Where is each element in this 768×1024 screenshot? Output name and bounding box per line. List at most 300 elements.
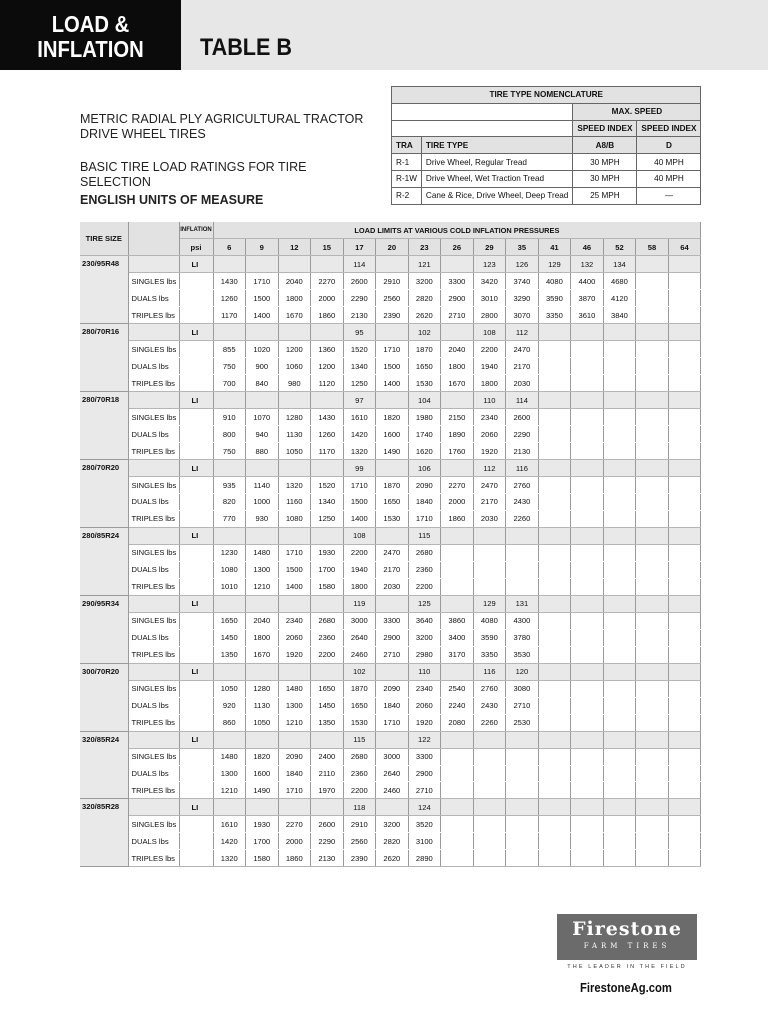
- load-cell: [603, 629, 636, 646]
- load-cell: [538, 443, 571, 460]
- header-title-line2: INFLATION: [37, 36, 144, 62]
- load-index-cell: [213, 527, 246, 544]
- load-cell: 3200: [408, 629, 441, 646]
- load-cell: 1610: [343, 409, 376, 426]
- load-cell: [538, 646, 571, 663]
- load-index-cell: [571, 392, 604, 409]
- table-row-li: [80, 799, 701, 816]
- load-cell: [668, 697, 701, 714]
- row-label: SINGLES lbs: [128, 816, 179, 833]
- load-cell: 2390: [376, 307, 409, 324]
- load-cell: [636, 375, 669, 392]
- load-index-cell: 118: [343, 799, 376, 816]
- load-cell: 1340: [311, 494, 344, 511]
- load-cell: [636, 510, 669, 527]
- load-cell: [571, 680, 604, 697]
- load-cell: 1870: [408, 341, 441, 358]
- load-index-cell: [376, 799, 409, 816]
- load-index-cell: [636, 799, 669, 816]
- load-index-cell: [246, 731, 279, 748]
- load-cell: 3780: [506, 629, 539, 646]
- load-cell: 1130: [246, 697, 279, 714]
- load-cell: [668, 477, 701, 494]
- load-index-cell: [246, 392, 279, 409]
- load-cell: 2820: [408, 290, 441, 307]
- load-cell: 1890: [441, 426, 474, 443]
- load-cell: [636, 578, 669, 595]
- row-label: DUALS lbs: [128, 629, 179, 646]
- load-cell: [603, 697, 636, 714]
- website-link[interactable]: FirestoneAg.com: [580, 981, 672, 995]
- load-cell: [506, 578, 539, 595]
- load-cell: [571, 612, 604, 629]
- load-cell: 1800: [473, 375, 506, 392]
- load-cell: 1860: [311, 307, 344, 324]
- table-row: [80, 443, 701, 460]
- load-index-cell: [376, 392, 409, 409]
- load-cell: 2200: [343, 544, 376, 561]
- pressure-header: 26: [441, 239, 474, 256]
- load-cell: [603, 748, 636, 765]
- load-index-cell: [278, 799, 311, 816]
- load-cell: 860: [213, 714, 246, 731]
- table-row: [80, 290, 701, 307]
- load-cell: 2890: [408, 850, 441, 867]
- load-cell: 1400: [278, 578, 311, 595]
- load-cell: 750: [213, 443, 246, 460]
- load-cell: 3590: [538, 290, 571, 307]
- load-cell: [668, 341, 701, 358]
- load-cell: 2170: [506, 358, 539, 375]
- load-cell: 770: [213, 510, 246, 527]
- load-cell: 1580: [246, 850, 279, 867]
- load-index-cell: [668, 256, 701, 273]
- load-index-cell: [246, 460, 279, 477]
- li-label: LI: [179, 256, 213, 273]
- load-index-cell: 99: [343, 460, 376, 477]
- inflation-blank: [179, 850, 213, 867]
- inflation-blank: [179, 409, 213, 426]
- table-row: [80, 680, 701, 697]
- load-cell: 1840: [408, 494, 441, 511]
- load-cell: [603, 544, 636, 561]
- load-cell: [636, 443, 669, 460]
- pressure-header: 20: [376, 239, 409, 256]
- load-cell: 2170: [473, 494, 506, 511]
- load-cell: 1760: [441, 443, 474, 460]
- row-label: DUALS lbs: [128, 358, 179, 375]
- load-cell: 900: [246, 358, 279, 375]
- table-row: [80, 816, 701, 833]
- load-cell: 2200: [343, 782, 376, 799]
- load-cell: [571, 850, 604, 867]
- load-cell: [473, 561, 506, 578]
- load-cell: 1530: [408, 375, 441, 392]
- load-index-cell: [213, 731, 246, 748]
- intro-line2: BASIC TIRE LOAD RATINGS FOR TIRE SELECTION: [80, 160, 307, 189]
- inflation-blank: [179, 375, 213, 392]
- load-index-cell: [311, 324, 344, 341]
- load-cell: 2200: [473, 341, 506, 358]
- load-index-cell: 114: [343, 256, 376, 273]
- load-cell: 1710: [343, 477, 376, 494]
- load-cell: 3070: [506, 307, 539, 324]
- load-index-cell: [278, 256, 311, 273]
- load-cell: [538, 612, 571, 629]
- load-cell: 1250: [343, 375, 376, 392]
- load-index-cell: 122: [408, 731, 441, 748]
- load-cell: 2470: [506, 341, 539, 358]
- load-index-cell: 132: [571, 256, 604, 273]
- tra-header: TRA: [392, 137, 422, 154]
- load-cell: [668, 358, 701, 375]
- load-cell: [603, 816, 636, 833]
- load-index-cell: [668, 527, 701, 544]
- load-cell: 1120: [311, 375, 344, 392]
- inflation-blank: [179, 561, 213, 578]
- load-cell: 3840: [603, 307, 636, 324]
- load-index-cell: [636, 595, 669, 612]
- load-cell: 700: [213, 375, 246, 392]
- inflation-blank: [179, 341, 213, 358]
- load-index-cell: [441, 663, 474, 680]
- load-cell: 1400: [376, 375, 409, 392]
- load-cell: 1350: [311, 714, 344, 731]
- tire-type: Drive Wheel, Wet Traction Tread: [421, 170, 572, 187]
- load-index-cell: [668, 731, 701, 748]
- load-cell: 2710: [441, 307, 474, 324]
- load-cell: 1210: [278, 714, 311, 731]
- load-cell: 2980: [408, 646, 441, 663]
- load-cell: [603, 646, 636, 663]
- load-cell: 2640: [376, 765, 409, 782]
- load-cell: [571, 561, 604, 578]
- load-cell: 1360: [311, 341, 344, 358]
- load-cell: 3000: [343, 612, 376, 629]
- load-cell: 2620: [408, 307, 441, 324]
- load-cell: 3400: [441, 629, 474, 646]
- load-cell: [636, 341, 669, 358]
- load-index-cell: [506, 799, 539, 816]
- load-index-cell: [311, 799, 344, 816]
- nomenclature-table: [391, 86, 701, 205]
- pressure-header: 12: [278, 239, 311, 256]
- load-cell: [668, 375, 701, 392]
- load-cell: 4300: [506, 612, 539, 629]
- table-row-li: [80, 256, 701, 273]
- table-row: [80, 510, 701, 527]
- load-cell: [441, 833, 474, 850]
- load-cell: [603, 833, 636, 850]
- li-label: LI: [179, 663, 213, 680]
- load-index-cell: [441, 460, 474, 477]
- pressure-header: 46: [571, 239, 604, 256]
- load-cell: 2910: [376, 273, 409, 290]
- speed-a8b: 30 MPH: [573, 154, 637, 171]
- inflation-blank: [179, 833, 213, 850]
- load-cell: 3740: [506, 273, 539, 290]
- load-cell: 1600: [246, 765, 279, 782]
- table-row-li: [80, 324, 701, 341]
- load-index-cell: [441, 731, 474, 748]
- load-index-cell: [311, 460, 344, 477]
- load-cell: [571, 765, 604, 782]
- load-index-cell: [311, 527, 344, 544]
- speed-a8b: 30 MPH: [573, 170, 637, 187]
- li-label: LI: [179, 527, 213, 544]
- load-cell: 1620: [408, 443, 441, 460]
- load-cell: 1050: [278, 443, 311, 460]
- load-cell: 2530: [506, 714, 539, 731]
- load-cell: 2600: [311, 816, 344, 833]
- load-cell: [636, 273, 669, 290]
- load-cell: 2760: [473, 680, 506, 697]
- load-index-cell: [311, 663, 344, 680]
- load-index-cell: [246, 256, 279, 273]
- load-cell: [668, 765, 701, 782]
- load-index-cell: [603, 527, 636, 544]
- load-cell: 2000: [278, 833, 311, 850]
- load-cell: 3300: [408, 748, 441, 765]
- load-table: [80, 222, 701, 867]
- load-index-cell: [636, 663, 669, 680]
- logo-name: Firestone: [572, 918, 682, 940]
- logo-tagline: THE LEADER IN THE FIELD: [567, 964, 687, 970]
- load-cell: 4080: [473, 612, 506, 629]
- load-cell: [603, 680, 636, 697]
- load-cell: [473, 765, 506, 782]
- table-row-li: [80, 731, 701, 748]
- load-cell: 2200: [311, 646, 344, 663]
- load-cell: 2600: [506, 409, 539, 426]
- header-blank: [128, 222, 179, 256]
- load-cell: 1710: [376, 341, 409, 358]
- load-cell: [571, 646, 604, 663]
- load-index-cell: 121: [408, 256, 441, 273]
- table-row: [80, 561, 701, 578]
- load-cell: 1710: [278, 782, 311, 799]
- load-cell: [473, 544, 506, 561]
- load-cell: [668, 290, 701, 307]
- load-cell: [636, 748, 669, 765]
- load-cell: [538, 714, 571, 731]
- load-cell: 3200: [408, 273, 441, 290]
- load-cell: [571, 477, 604, 494]
- load-cell: 2270: [278, 816, 311, 833]
- pressure-header: 64: [668, 239, 701, 256]
- load-index-cell: [246, 663, 279, 680]
- load-cell: [668, 494, 701, 511]
- row-label-blank: [128, 663, 179, 680]
- load-cell: 1400: [246, 307, 279, 324]
- load-cell: 2340: [473, 409, 506, 426]
- load-cell: 2090: [376, 680, 409, 697]
- inflation-blank: [179, 782, 213, 799]
- load-cell: 1070: [246, 409, 279, 426]
- load-cell: 1420: [213, 833, 246, 850]
- load-cell: [668, 443, 701, 460]
- load-cell: [603, 561, 636, 578]
- inflation-blank: [179, 510, 213, 527]
- speed-d: 40 MPH: [637, 154, 701, 171]
- load-index-cell: 108: [343, 527, 376, 544]
- load-cell: [571, 833, 604, 850]
- load-cell: [473, 850, 506, 867]
- speed-index-header: SPEED INDEX: [637, 120, 701, 137]
- load-index-cell: [311, 595, 344, 612]
- logo-sub: FARM TIRES: [583, 942, 671, 950]
- tire-size: 280/70R20: [80, 460, 128, 528]
- load-cell: [538, 510, 571, 527]
- load-cell: [506, 544, 539, 561]
- load-index-cell: [311, 256, 344, 273]
- load-cell: 2800: [473, 307, 506, 324]
- load-cell: 1800: [246, 629, 279, 646]
- load-cell: 2540: [441, 680, 474, 697]
- load-index-cell: [246, 324, 279, 341]
- row-label: DUALS lbs: [128, 290, 179, 307]
- load-cell: [668, 680, 701, 697]
- inflation-blank: [179, 612, 213, 629]
- table-row: [80, 629, 701, 646]
- load-cell: 1930: [246, 816, 279, 833]
- header-bar: [181, 0, 768, 70]
- load-index-cell: [636, 324, 669, 341]
- load-cell: 1800: [441, 358, 474, 375]
- load-cell: [506, 816, 539, 833]
- load-index-cell: [603, 460, 636, 477]
- load-cell: 930: [246, 510, 279, 527]
- load-index-cell: [636, 527, 669, 544]
- load-cell: 1920: [473, 443, 506, 460]
- load-cell: 910: [213, 409, 246, 426]
- load-cell: 1480: [213, 748, 246, 765]
- table-row: [80, 748, 701, 765]
- tire-size: 320/85R28: [80, 799, 128, 867]
- tire-type: Drive Wheel, Regular Tread: [421, 154, 572, 171]
- load-cell: [441, 850, 474, 867]
- load-cell: 935: [213, 477, 246, 494]
- row-label: TRIPLES lbs: [128, 375, 179, 392]
- load-cell: [441, 578, 474, 595]
- load-cell: [636, 850, 669, 867]
- header-title-block: [0, 0, 181, 70]
- load-cell: [538, 680, 571, 697]
- load-cell: 2680: [343, 748, 376, 765]
- load-cell: 2900: [408, 765, 441, 782]
- row-label: TRIPLES lbs: [128, 782, 179, 799]
- load-cell: 2030: [376, 578, 409, 595]
- load-cell: 1670: [246, 646, 279, 663]
- load-cell: 3520: [408, 816, 441, 833]
- psi-label: psi: [179, 239, 213, 256]
- load-cell: 2000: [441, 494, 474, 511]
- load-cell: [506, 850, 539, 867]
- load-cell: [636, 714, 669, 731]
- load-cell: 3290: [506, 290, 539, 307]
- load-cell: 2090: [278, 748, 311, 765]
- row-label-blank: [128, 460, 179, 477]
- table-row-li: [80, 460, 701, 477]
- load-cell: 4680: [603, 273, 636, 290]
- load-cell: [668, 748, 701, 765]
- load-cell: 1080: [278, 510, 311, 527]
- load-cell: 3350: [538, 307, 571, 324]
- load-index-cell: [278, 663, 311, 680]
- load-index-cell: [376, 595, 409, 612]
- load-cell: 820: [213, 494, 246, 511]
- load-cell: [603, 782, 636, 799]
- load-cell: 1710: [408, 510, 441, 527]
- load-cell: 1200: [311, 358, 344, 375]
- load-cell: 1400: [343, 510, 376, 527]
- load-cell: [506, 765, 539, 782]
- load-cell: [538, 477, 571, 494]
- table-row: [80, 409, 701, 426]
- load-index-cell: [538, 324, 571, 341]
- row-label: DUALS lbs: [128, 697, 179, 714]
- load-index-cell: [668, 595, 701, 612]
- inflation-blank: [179, 646, 213, 663]
- load-cell: 2820: [376, 833, 409, 850]
- load-cell: 1650: [343, 697, 376, 714]
- load-cell: 2290: [311, 833, 344, 850]
- li-label: LI: [179, 392, 213, 409]
- max-speed-header: MAX. SPEED: [573, 103, 701, 120]
- load-cell: 880: [246, 443, 279, 460]
- load-cell: 3610: [571, 307, 604, 324]
- load-index-cell: [246, 527, 279, 544]
- load-cell: 1300: [213, 765, 246, 782]
- row-label: SINGLES lbs: [128, 544, 179, 561]
- table-row: [80, 273, 701, 290]
- row-label: TRIPLES lbs: [128, 714, 179, 731]
- row-label: SINGLES lbs: [128, 612, 179, 629]
- load-index-cell: [278, 527, 311, 544]
- inflation-blank: [179, 477, 213, 494]
- table-row: [80, 612, 701, 629]
- li-label: LI: [179, 324, 213, 341]
- load-cell: [668, 714, 701, 731]
- load-cell: [571, 816, 604, 833]
- load-cell: [538, 833, 571, 850]
- load-cell: [668, 426, 701, 443]
- load-cell: 1010: [213, 578, 246, 595]
- load-index-cell: [603, 595, 636, 612]
- load-cell: 1670: [278, 307, 311, 324]
- load-index-cell: [376, 527, 409, 544]
- load-cell: 2680: [311, 612, 344, 629]
- load-cell: [538, 426, 571, 443]
- load-cell: 1610: [213, 816, 246, 833]
- load-cell: 1520: [311, 477, 344, 494]
- load-cell: [668, 782, 701, 799]
- row-label: SINGLES lbs: [128, 477, 179, 494]
- load-index-cell: [376, 256, 409, 273]
- load-cell: [441, 544, 474, 561]
- nomenclature-title: TIRE TYPE NOMENCLATURE: [392, 87, 701, 104]
- load-cell: 840: [246, 375, 279, 392]
- row-label: TRIPLES lbs: [128, 578, 179, 595]
- load-index-cell: [441, 256, 474, 273]
- load-cell: [603, 510, 636, 527]
- load-cell: 1170: [213, 307, 246, 324]
- load-cell: 3000: [376, 748, 409, 765]
- load-index-cell: [668, 392, 701, 409]
- load-index-cell: [213, 663, 246, 680]
- load-cell: 3170: [441, 646, 474, 663]
- load-cell: 2460: [343, 646, 376, 663]
